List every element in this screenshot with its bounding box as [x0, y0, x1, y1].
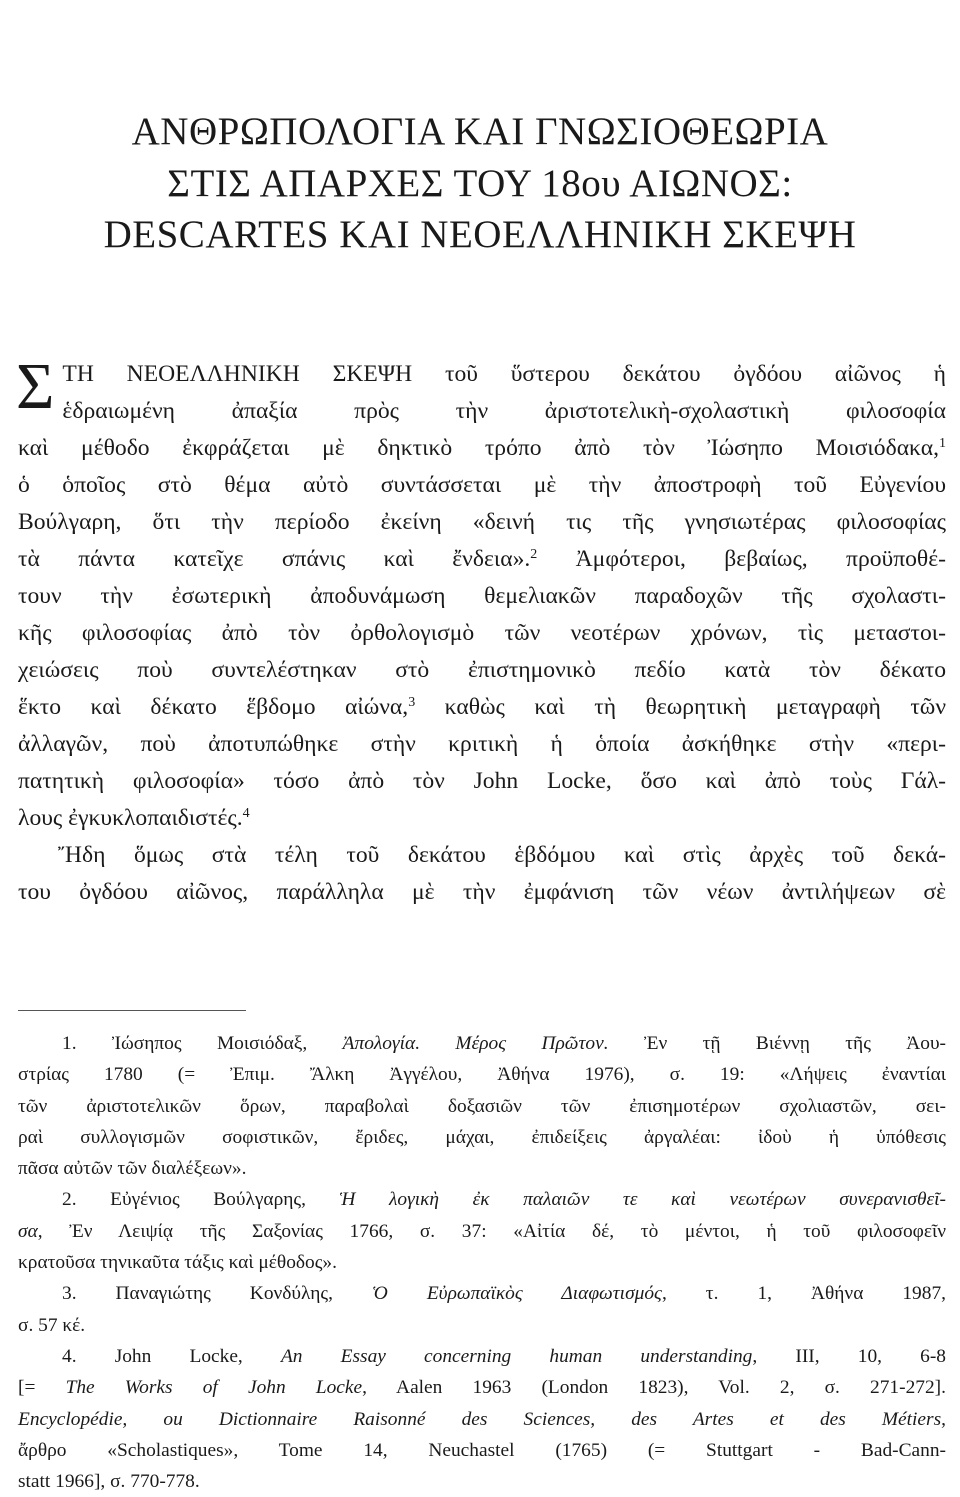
body-line: ΤΗ ΝΕΟΕΛΛΗΝΙΚΗ ΣΚΕΨΗ τοῦ ὕστερου δεκάτου ὀγδόου αἰῶνος ἡ — [62, 361, 946, 387]
body-line: τουν τὴν ἐσωτερικὴ ἀποδυνάμωση θεμελιακῶν παραδοχῶν τῆς σχολαστι- — [18, 583, 946, 609]
footnote-line: Encyclopédie, ou Dictionnaire Raisonné des Sciences, des Artes et des Métiers, — [18, 1408, 946, 1430]
body-line: του ὀγδόου αἰῶνος, παράλληλα μὲ τὴν ἐμφάνιση τῶν νέων ἀντιλήψεων σὲ — [18, 879, 946, 905]
body-line: καὶ μέθοδο ἐκφράζεται μὲ δηκτικὸ τρόπο ἀπὸ τὸν Ἰώσηπο Μοισιόδακα,$^1$ — [18, 435, 946, 461]
footnote-line: ραὶ συλλογισμῶν σοφιστικῶν, ἔριδες, μάχαι, ἐπιδείξεις ἀργαλέαι: ἰδοὺ ἡ ὑπόθεσις — [18, 1126, 946, 1148]
title-line-3: DESCARTES ΚΑΙ ΝΕΟΕΛΛΗΝΙΚΗ ΣΚΕΨΗ — [103, 213, 857, 256]
drop-cap: Σ — [16, 350, 55, 423]
title-line-2: ΣΤΙΣ ΑΠΑΡΧΕΣ ΤΟΥ 18ου ΑΙΩΝΟΣ: — [167, 162, 793, 205]
footnote-3: 3. Παναγιώτης Κονδύλης, Ὁ Εὐρωπαϊκὸς Διαφωτισμός, τ. 1, Ἀθήνα 1987, — [62, 1283, 946, 1305]
footnote-line: ἄρθρο «Scholastiques», Tome 14, Neuchastel (1765) (= Stuttgart - Bad-Cann- — [18, 1439, 946, 1461]
body-line: χειώσεις ποὺ συντελέστηκαν στὸ ἐπιστημονικὸ πεδίο κατὰ τὸν δέκατο — [18, 657, 946, 683]
footnote-mark: 3 — [408, 695, 416, 710]
body-line: Ἤδη ὅμως στὰ τέλη τοῦ δεκάτου ἑβδόμου καὶ στὶς ἀρχὲς τοῦ δεκά- — [58, 842, 946, 868]
footnotes — [18, 1028, 946, 1497]
footnote-1: 1. Ἰώσηπος Μοισιόδαξ, Ἀπολογία. Μέρος Πρῶτον. Ἐν τῇ Βιέννῃ τῆς Ἀου- — [62, 1033, 947, 1054]
footnote-mark: 4 — [242, 806, 250, 821]
body-line: ἑδραιωμένη ἀπαξία πρὸς τὴν ἀριστοτελικὴ-σχολαστικὴ φιλοσοφία — [62, 398, 946, 424]
footnote-mark: 1 — [939, 436, 946, 451]
footnote-line: statt 1966], σ. 770-778. — [18, 1471, 200, 1493]
title-line-1: ΑΝΘΡΩΠΟΛΟΓΙΑ ΚΑΙ ΓΝΩΣΙΟΘΕΩΡΙΑ — [131, 110, 829, 153]
footnote-line: σα, Ἐν Λειψίᾳ τῆς Σαξονίας 1766, σ. 37: «Αἰτία δέ, τὸ μέντοι, ἡ τοῦ φιλοσοφεῖν — [18, 1220, 946, 1242]
body-line: πατητικὴ φιλοσοφία» τόσο ἀπὸ τὸν John Locke, ὅσο καὶ ἀπὸ τοὺς Γάλ- — [18, 768, 946, 794]
footnote-mark: 2 — [530, 547, 538, 562]
footnote-line: στρίας 1780 (= Ἐπιμ. Ἄλκη Ἀγγέλου, Ἀθήνα 1976), σ. 19: «Λήψεις ἐναντίαι — [18, 1064, 946, 1086]
body-line: τὰ πάντα κατεῖχε σπάνις καὶ ἔνδεια».$^2$ Ἀμφότεροι, βεβαίως, προϋποθέ- — [18, 546, 946, 572]
footnote-2: 2. Εὐγένιος Βούλγαρης, Ἡ λογικὴ ἐκ παλαιῶν τε καὶ νεωτέρων συνερανισθεῖ- — [62, 1189, 946, 1211]
body-line: ὁ ὁποῖος στὸ θέμα αὐτὸ συντάσσεται μὲ τὴν ἀποστροφὴ τοῦ Εὐγενίου — [18, 472, 946, 498]
body-line: Βούλγαρη, ὅτι τὴν περίοδο ἐκείνη «δεινή τις τῆς γνησιωτέρας φιλοσοφίας — [18, 509, 946, 535]
body-line: κῆς φιλοσοφίας ἀπὸ τὸν ὀρθολογισμὸ τῶν νεοτέρων χρόνων, τὶς μεταστοι- — [18, 620, 946, 646]
body-text — [16, 350, 947, 911]
footnote-line: πᾶσα αὐτῶν τῶν διαλέξεων». — [18, 1158, 247, 1180]
footnote-4: 4. John Locke, An Essay concerning human understanding, III, 10, 6-8 — [62, 1345, 947, 1367]
footnote-rule — [18, 1010, 246, 1011]
body-line: ἕκτο καὶ δέκατο ἕβδομο αἰώνα,$^3$ καθὼς καὶ τὴ θεωρητικὴ μεταγραφὴ τῶν — [18, 694, 947, 720]
body-line: λους ἐγκυκλοπαιδιστές.$^4$ — [18, 805, 250, 831]
footnote-line: τῶν ἀριστοτελικῶν ὅρων, παραβολαὶ δοξασιῶν τῶν ἐπισημοτέρων σχολιαστῶν, σει- — [18, 1095, 946, 1117]
body-line: ἀλλαγῶν, ποὺ ἀποτυπώθηκε στὴν κριτικὴ ἡ ὁποία ἀσκήθηκε στὴν «περι- — [18, 731, 946, 757]
footnote-line: κρατοῦσα τηνικαῦτα τάξις καὶ μέθοδος». — [18, 1252, 337, 1274]
footnote-line: [= The Works of John Locke, Aalen 1963 (London 1823), Vol. 2, σ. 271-272]. — [18, 1377, 946, 1399]
footnote-line: σ. 57 κέ. — [18, 1314, 86, 1336]
